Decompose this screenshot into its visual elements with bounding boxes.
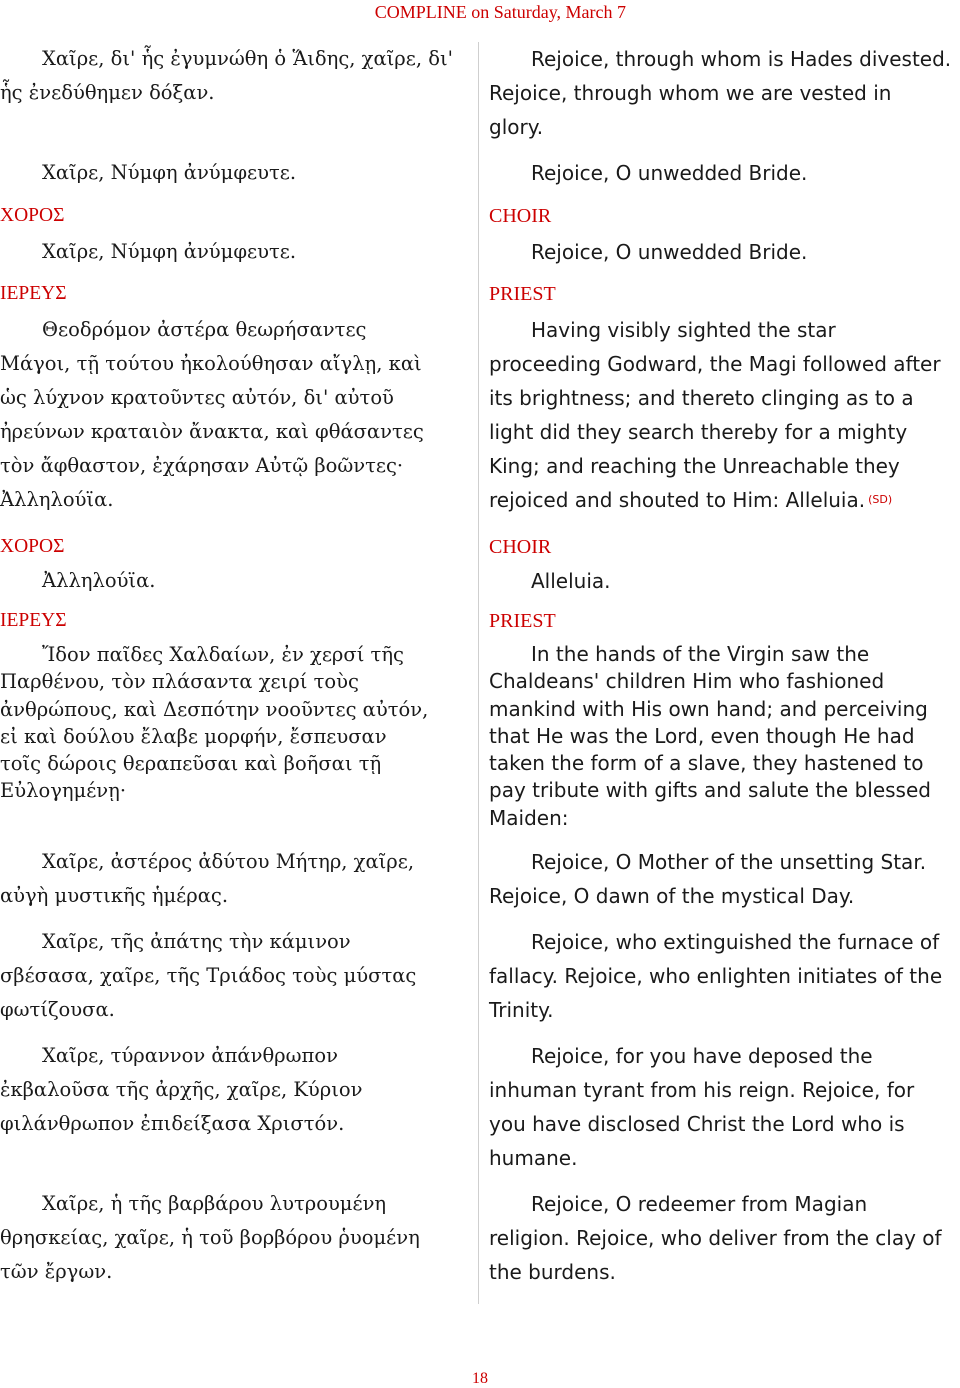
english-verse-1 xyxy=(489,42,959,144)
verse-line: In the hands of the Virgin saw the xyxy=(531,642,870,666)
verse-line: Rejoice, for you have deposed the xyxy=(531,1044,873,1068)
english-choir-response-1 xyxy=(489,235,959,269)
verse-line: Having visibly sighted the star xyxy=(531,318,836,342)
verse-line: Θεοδρόμον ἀστέρα θεωρήσαντες xyxy=(42,318,367,341)
verse-line: τῶν ἔργων. xyxy=(0,1260,113,1283)
english-verse-7 xyxy=(489,1039,959,1175)
greek-verse-4 xyxy=(0,641,470,805)
verse-line: Χαῖρε, τύραννον ἀπάνθρωπον xyxy=(42,1044,338,1067)
verse-line: Rejoice, O dawn of the mystical Day. xyxy=(489,884,855,908)
verse-line: Ἀλληλούϊα. xyxy=(42,569,156,592)
verse-line: the burdens. xyxy=(489,1260,616,1284)
verse-line: ἠρεύνων κραταιὸν ἄνακτα, καὶ φθάσαντες xyxy=(0,420,424,443)
greek-choir-response-2 xyxy=(0,564,470,598)
verse-line: ἧς ἐνεδύθημεν δόξαν. xyxy=(0,81,215,104)
verse-line: Rejoice, O redeemer from Magian xyxy=(531,1192,868,1216)
verse-line: Rejoice, who extinguished the furnace of xyxy=(531,930,940,954)
verse-line: Rejoice, O Mother of the unsetting Star. xyxy=(531,850,927,874)
greek-choir-label-2: ΧΟΡΟΣ xyxy=(0,536,65,557)
verse-line: that He was the Lord, even though He had xyxy=(489,723,915,748)
verse-line: King; and reaching the Unreachable they xyxy=(489,454,900,478)
greek-verse-3 xyxy=(0,313,470,517)
verse-line: Rejoice, through whom is Hades divested. xyxy=(531,47,952,71)
verse-line: light did they search thereby for a mighty xyxy=(489,420,908,444)
verse-line: τὸν ἄφθαστον, ἐχάρησαν Αὐτῷ βοῶντες· xyxy=(0,454,404,477)
verse-line: τοῖς δώροις θεραπεῦσαι καὶ βοῆσαι τῇ xyxy=(0,752,382,776)
verse-line: its brightness; and thereto clinging as to a xyxy=(489,386,914,410)
verse-line: Trinity. xyxy=(489,998,554,1022)
verse-line: φωτίζουσα. xyxy=(0,998,115,1021)
column-divider xyxy=(478,42,479,1304)
verse-line: Χαῖρε, τῆς ἀπάτης τὴν κάμινον xyxy=(42,930,351,953)
verse-line: Εὐλογημένῃ· xyxy=(0,779,127,803)
verse-line: φιλάνθρωπον ἐπιδείξασα Χριστόν. xyxy=(0,1112,345,1135)
page-header: COMPLINE on Saturday, March 7 xyxy=(374,2,626,22)
verse-line: mankind with His own hand; and perceiving xyxy=(489,696,928,721)
verse-line: εἰ καὶ δούλου ἔλαβε μορφήν, ἔσπευσαν xyxy=(0,724,387,748)
page-number: 18 xyxy=(472,1370,488,1387)
greek-verse-1 xyxy=(0,42,470,110)
verse-line: ἀνθρώπους, καὶ Δεσπότην νοοῦντες αὐτόν, xyxy=(0,697,429,721)
verse-line: Ἴδον παῖδες Χαλδαίων, ἐν χερσί τῆς xyxy=(42,643,404,666)
verse-line: Χαῖρε, ἡ τῆς βαρβάρου λυτρουμένη xyxy=(42,1192,387,1215)
greek-verse-8 xyxy=(0,1187,470,1289)
verse-line: σβέσασα, χαῖρε, τῆς Τριάδος τοὺς μύστας xyxy=(0,964,417,987)
english-verse-5 xyxy=(489,845,959,913)
verse-line: Chaldeans' children Him who fashioned xyxy=(489,669,885,694)
verse-line: Alleluia. xyxy=(531,569,611,593)
verse-line: inhuman tyrant from his reign. Rejoice, for xyxy=(489,1078,915,1102)
greek-choir-label-1: ΧΟΡΟΣ xyxy=(0,205,65,226)
verse-line: pay tribute with gifts and salute the blessed xyxy=(489,778,931,803)
verse-line: you have disclosed Christ the Lord who is xyxy=(489,1112,905,1136)
greek-choir-response-1 xyxy=(0,235,470,269)
verse-line: Παρθένου, τὸν πλάσαντα χειρί τοὺς xyxy=(0,670,359,694)
verse-line: fallacy. Rejoice, who enlighten initiates of the xyxy=(489,964,943,988)
english-verse-8 xyxy=(489,1187,959,1289)
verse-line: θρησκείας, χαῖρε, ἡ τοῦ βορβόρου ῥυομένη xyxy=(0,1226,420,1249)
english-choir-label-2: CHOIR xyxy=(489,536,552,558)
verse-line: Χαῖρε, Νύμφη ἀνύμφευτε. xyxy=(42,240,297,263)
english-verse-4 xyxy=(489,641,959,832)
greek-verse-5 xyxy=(0,845,470,913)
footnote-marker: (SD) xyxy=(868,493,893,506)
verse-line: rejoiced and shouted to Him: Alleluia. $^{(SD)}$ xyxy=(489,488,893,512)
verse-line: Rejoice, through whom we are vested in xyxy=(489,81,892,105)
verse-line: Μάγοι, τῇ τούτου ἠκολούθησαν αἴγλῃ, καὶ xyxy=(0,352,422,375)
verse-line: Χαῖρε, Νύμφη ἀνύμφευτε. xyxy=(42,161,297,184)
verse-line: Χαῖρε, δι' ἧς ἐγυμνώθη ὁ Ἅιδης, χαῖρε, δι' xyxy=(42,47,453,70)
greek-priest-label-1: ΙΕΡΕΥΣ xyxy=(0,283,67,304)
verse-line: religion. Rejoice, who deliver from the clay of xyxy=(489,1226,942,1250)
english-choir-label-1: CHOIR xyxy=(489,205,552,227)
verse-line: Rejoice, O unwedded Bride. xyxy=(531,240,808,264)
verse-line: humane. xyxy=(489,1146,578,1170)
english-verse-3 xyxy=(489,313,959,517)
english-priest-label-2: PRIEST xyxy=(489,610,556,632)
verse-line: glory. xyxy=(489,115,544,139)
greek-verse-6 xyxy=(0,925,470,1027)
greek-verse-7 xyxy=(0,1039,470,1141)
english-choir-response-2 xyxy=(489,564,959,598)
english-verse-2 xyxy=(489,156,959,190)
verse-line: ὡς λύχνον κρατοῦντες αὐτόν, δι' αὐτοῦ xyxy=(0,386,394,409)
verse-line: ἐκβαλοῦσα τῆς ἀρχῆς, χαῖρε, Κύριον xyxy=(0,1078,363,1101)
verse-line: proceeding Godward, the Magi followed after xyxy=(489,352,941,376)
verse-line: Χαῖρε, ἀστέρος ἀδύτου Μήτηρ, χαῖρε, xyxy=(42,850,415,873)
greek-verse-2 xyxy=(0,156,470,190)
english-verse-6 xyxy=(489,925,959,1027)
verse-line: Rejoice, O unwedded Bride. xyxy=(531,161,808,185)
english-priest-label-1: PRIEST xyxy=(489,283,556,305)
greek-priest-label-2: ΙΕΡΕΥΣ xyxy=(0,610,67,631)
verse-line: taken the form of a slave, they hastened to xyxy=(489,751,924,776)
verse-line: αὐγὴ μυστικῆς ἡμέρας. xyxy=(0,884,229,907)
verse-line: Ἀλληλούϊα. xyxy=(0,488,114,511)
verse-line: Maiden: xyxy=(489,805,569,830)
